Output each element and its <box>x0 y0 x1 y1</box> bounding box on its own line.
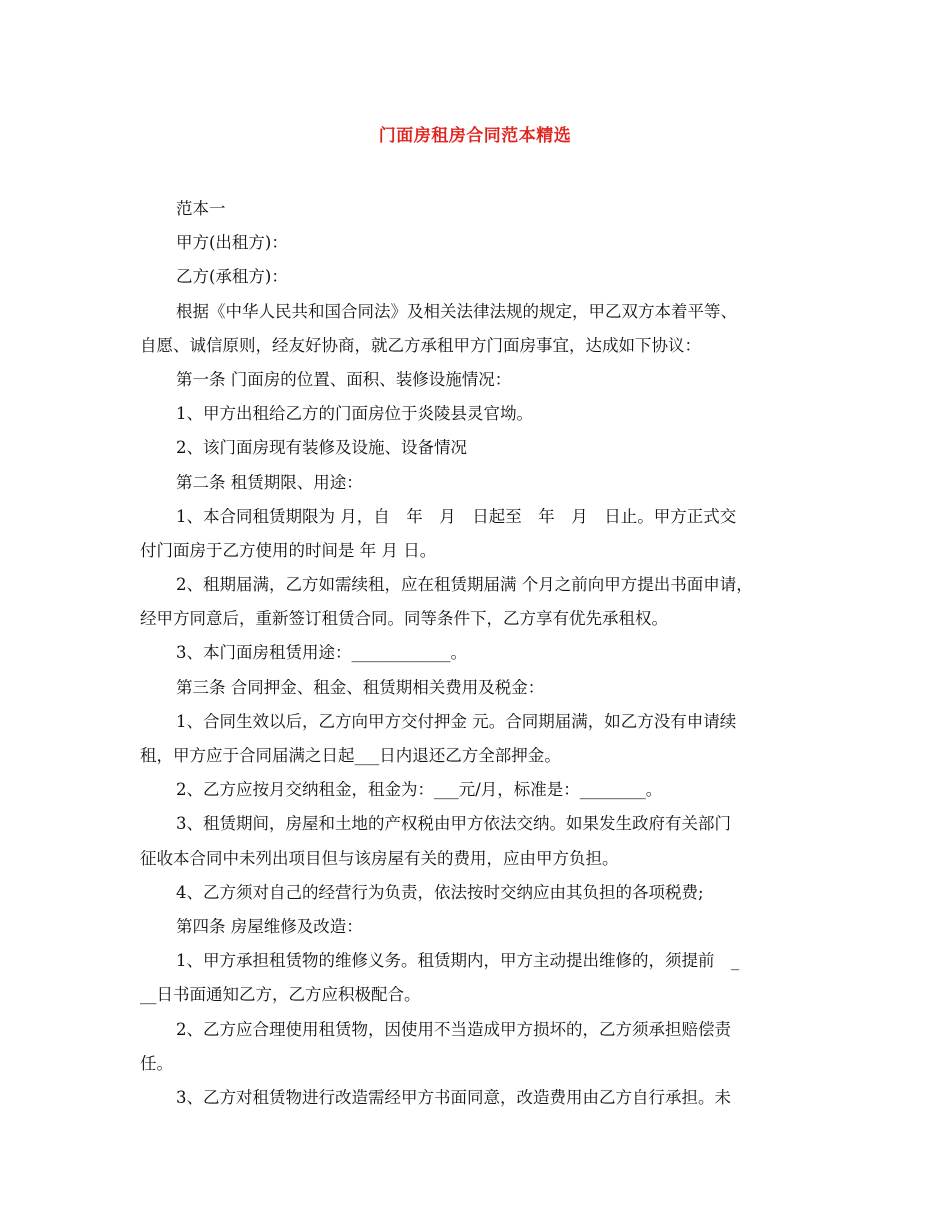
body-line: 根据《中华人民共和国合同法》及相关法律法规的规定，甲乙双方本着平等、 <box>176 301 737 321</box>
body-line: 付门面房于乙方使用的时间是 年 月 日。 <box>140 540 437 560</box>
body-line: 甲方(出租方)： <box>176 233 288 253</box>
body-line: 2、乙方应合理使用租赁物，因使用不当造成甲方损坏的，乙方须承担赔偿责 <box>176 1019 731 1039</box>
body-line: 征收本合同中未列出项目但与该房屋有关的费用，应由甲方负担。 <box>140 848 619 868</box>
document-title: 门面房租房合同范本精选 <box>378 126 572 146</box>
body-line: 3、乙方对租赁物进行改造需经甲方书面同意，改造费用由乙方自行承担。未 <box>176 1087 731 1107</box>
body-line: 1、合同生效以后，乙方向甲方交付押金 元。合同期届满，如乙方没有申请续 <box>176 711 737 731</box>
body-line: 2、该门面房现有装修及设施、设备情况 <box>176 438 467 458</box>
body-line: 3、租赁期间，房屋和土地的产权税由甲方依法交纳。如果发生政府有关部门 <box>176 814 731 834</box>
body-line: 第一条 门面房的位置、面积、装修设施情况： <box>176 369 512 389</box>
body-line: 经甲方同意后，重新签订租赁合同。同等条件下，乙方享有优先承租权。 <box>140 609 668 629</box>
body-line: 租，甲方应于合同届满之日起___日内退还乙方全部押金。 <box>140 746 561 765</box>
body-line: 3、本门面房租赁用途：____________。 <box>176 643 467 663</box>
body-line: 第三条 合同押金、租金、租赁期相关费用及税金： <box>176 677 545 697</box>
body-line: 乙方(承租方)： <box>176 267 288 287</box>
body-line: 范本一 <box>176 199 226 218</box>
body-line: 2、租期届满，乙方如需续租，应在租赁期届满 个月之前向甲方提出书面申请， <box>176 575 753 595</box>
body-line: 第四条 房屋维修及改造： <box>176 916 363 936</box>
document-body <box>140 192 820 1115</box>
body-line: 1、甲方承担租赁物的维修义务。租赁期内，甲方主动提出维修的，须提前 _ <box>176 951 740 971</box>
body-line: 2、乙方应按月交纳租金，租金为：___元/月，标准是：________。 <box>176 780 663 800</box>
body-line: 1、本合同租赁期限为 月，自 年 月 日起至 年 月 日止。甲方正式交 <box>176 506 737 526</box>
body-line: __日书面通知乙方，乙方应积极配合。 <box>140 985 421 1005</box>
body-line: 自愿、诚信原则，经友好协商，就乙方承租甲方门面房事宜，达成如下协议： <box>140 335 701 355</box>
body-line: 1、甲方出租给乙方的门面房位于炎陵县灵官坳。 <box>176 404 533 424</box>
body-line: 任。 <box>140 1053 173 1073</box>
body-line: 第二条 租赁期限、用途： <box>176 472 363 492</box>
body-line: 4、乙方须对自己的经营行为负责，依法按时交纳应由其负担的各项税费; <box>176 882 704 902</box>
